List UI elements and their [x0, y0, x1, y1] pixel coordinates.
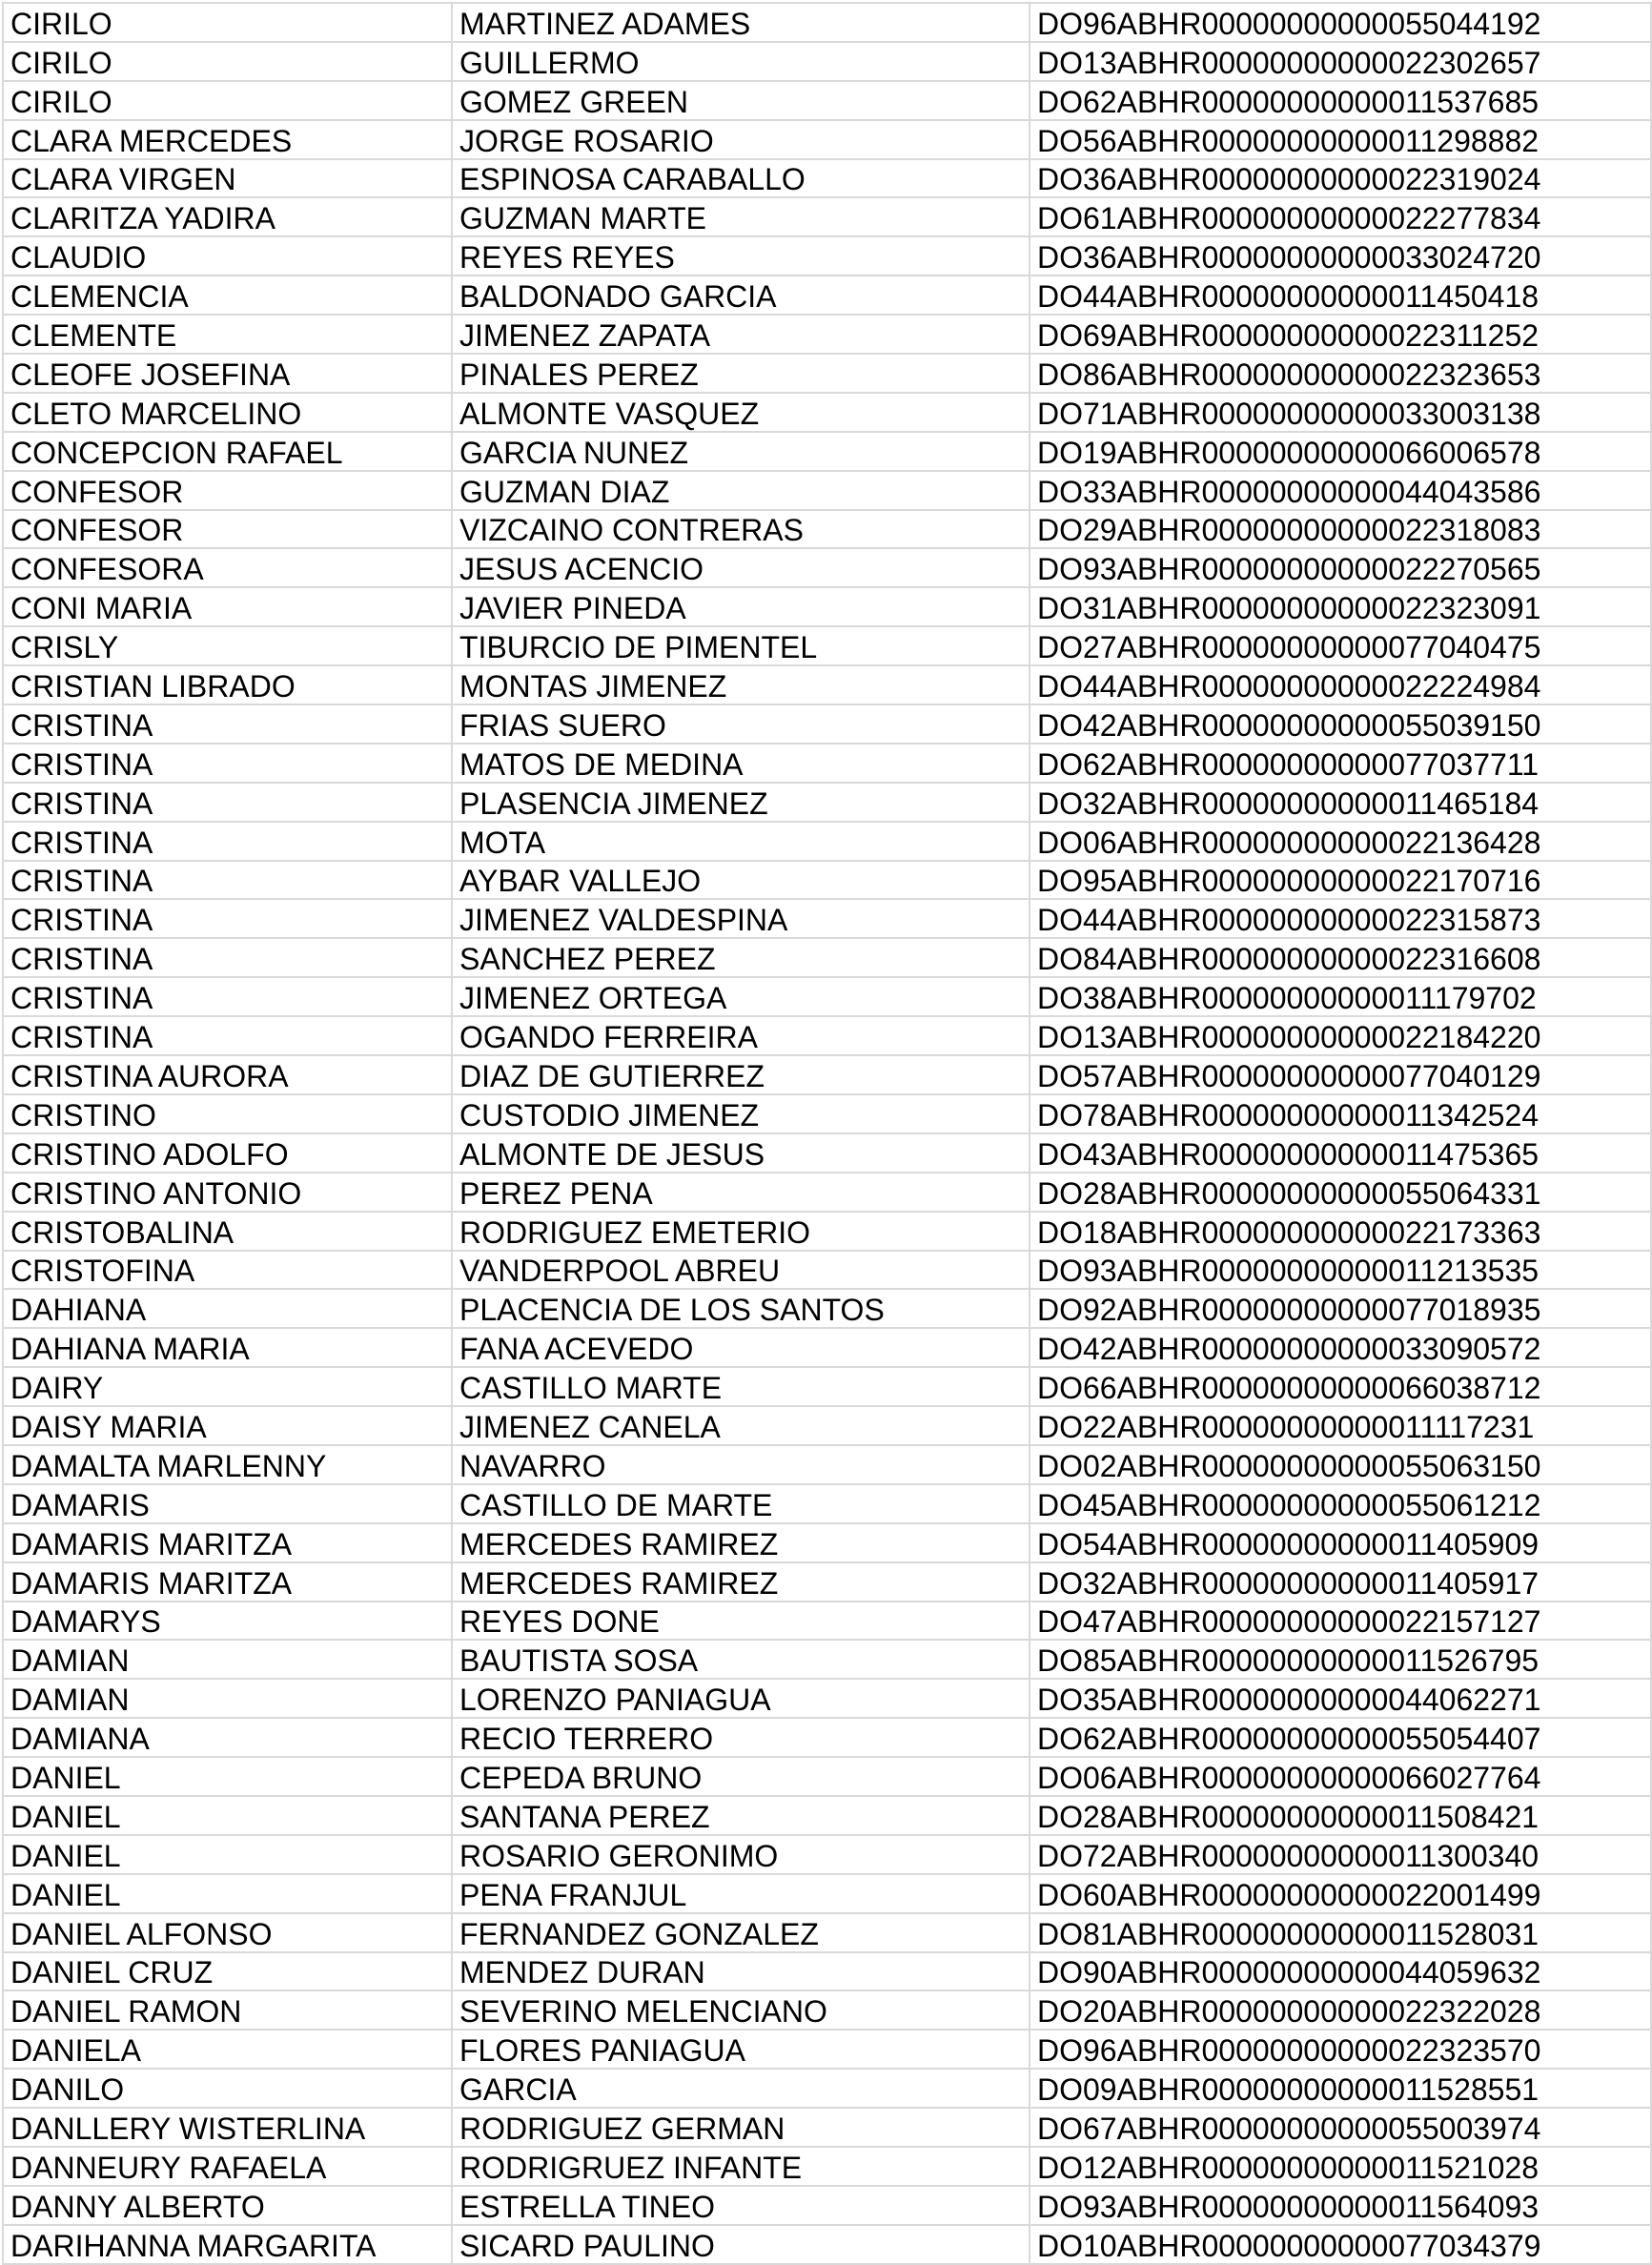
table-row	[3, 275, 1651, 315]
account-number-cell[interactable]: DO86ABHR00000000000022323653	[1030, 354, 1651, 393]
last-name-cell[interactable]: JIMENEZ VALDESPINA	[452, 899, 1030, 938]
first-name-cell[interactable]: DAMIAN	[3, 1640, 452, 1679]
first-name-cell[interactable]: DANIEL ALFONSO	[3, 1913, 452, 1952]
last-name-cell[interactable]: AYBAR VALLEJO	[452, 861, 1030, 900]
last-name-cell[interactable]: DIAZ DE GUTIERREZ	[452, 1055, 1030, 1094]
first-name-cell[interactable]: CRISLY	[3, 626, 452, 665]
account-number-cell[interactable]: DO19ABHR00000000000066006578	[1030, 432, 1651, 471]
table-row	[3, 548, 1651, 587]
last-name-cell[interactable]: GOMEZ GREEN	[452, 81, 1030, 120]
account-number-cell[interactable]: DO27ABHR00000000000077040475	[1030, 626, 1651, 665]
account-number-cell[interactable]: DO56ABHR00000000000011298882	[1030, 120, 1651, 159]
account-number-cell[interactable]: DO36ABHR00000000000033024720	[1030, 236, 1651, 275]
last-name-cell[interactable]: PEREZ PENA	[452, 1173, 1030, 1212]
last-name-cell[interactable]: CUSTODIO JIMENEZ	[452, 1094, 1030, 1133]
account-number-cell[interactable]: DO06ABHR00000000000022136428	[1030, 822, 1651, 861]
account-number-cell[interactable]: DO29ABHR00000000000022318083	[1030, 510, 1651, 549]
first-name-cell[interactable]: DARIHANNA MARGARITA	[3, 2225, 452, 2264]
table-row	[3, 1796, 1651, 1835]
table-row	[3, 744, 1651, 783]
first-name-cell[interactable]: CONCEPCION RAFAEL	[3, 432, 452, 471]
last-name-cell[interactable]: GUILLERMO	[452, 42, 1030, 81]
last-name-cell[interactable]: RODRIGRUEZ INFANTE	[452, 2147, 1030, 2186]
account-number-cell[interactable]: DO62ABHR00000000000055054407	[1030, 1718, 1651, 1757]
table-row	[3, 1835, 1651, 1874]
account-number-cell[interactable]: DO36ABHR00000000000022319024	[1030, 159, 1651, 198]
last-name-cell[interactable]: RECIO TERRERO	[452, 1718, 1030, 1757]
table-row	[3, 1016, 1651, 1055]
last-name-cell[interactable]: ALMONTE VASQUEZ	[452, 393, 1030, 432]
last-name-cell[interactable]: SANTANA PEREZ	[452, 1796, 1030, 1835]
account-number-cell[interactable]: DO78ABHR00000000000011342524	[1030, 1094, 1651, 1133]
last-name-cell[interactable]: MOTA	[452, 822, 1030, 861]
last-name-cell[interactable]: ESPINOSA CARABALLO	[452, 159, 1030, 198]
first-name-cell[interactable]: CRISTINO	[3, 1094, 452, 1133]
last-name-cell[interactable]: ALMONTE DE JESUS	[452, 1133, 1030, 1173]
account-number-cell[interactable]: DO32ABHR00000000000011405917	[1030, 1562, 1651, 1602]
table-row	[3, 1913, 1651, 1952]
table-row	[3, 2225, 1651, 2264]
first-name-cell[interactable]: CRISTINA	[3, 861, 452, 900]
accounts-table-body	[3, 3, 1651, 2264]
table-row	[3, 2108, 1651, 2147]
table-row	[3, 1289, 1651, 1328]
first-name-cell[interactable]: CRISTIAN LIBRADO	[3, 665, 452, 704]
account-number-cell[interactable]: DO44ABHR00000000000011450418	[1030, 275, 1651, 315]
table-row	[3, 2186, 1651, 2225]
last-name-cell[interactable]: SICARD PAULINO	[452, 2225, 1030, 2264]
table-row	[3, 1602, 1651, 1641]
first-name-cell[interactable]: DAMARIS MARITZA	[3, 1523, 452, 1562]
table-row	[3, 861, 1651, 900]
first-name-cell[interactable]: DAMARIS	[3, 1484, 452, 1523]
table-row	[3, 510, 1651, 549]
account-number-cell[interactable]: DO45ABHR00000000000055061212	[1030, 1484, 1651, 1523]
account-number-cell[interactable]: DO20ABHR00000000000022322028	[1030, 1990, 1651, 2030]
last-name-cell[interactable]: SEVERINO MELENCIANO	[452, 1990, 1030, 2030]
table-row	[3, 1757, 1651, 1796]
first-name-cell[interactable]: DAISY MARIA	[3, 1406, 452, 1445]
account-number-cell[interactable]: DO38ABHR00000000000011179702	[1030, 977, 1651, 1016]
first-name-cell[interactable]: DAHIANA	[3, 1289, 452, 1328]
table-row	[3, 315, 1651, 354]
table-row	[3, 471, 1651, 510]
last-name-cell[interactable]: JIMENEZ ORTEGA	[452, 977, 1030, 1016]
table-row	[3, 822, 1651, 861]
account-number-cell[interactable]: DO81ABHR00000000000011528031	[1030, 1913, 1651, 1952]
account-number-cell[interactable]: DO28ABHR00000000000011508421	[1030, 1796, 1651, 1835]
first-name-cell[interactable]: CRISTINA AURORA	[3, 1055, 452, 1094]
first-name-cell[interactable]: DANNEURY RAFAELA	[3, 2147, 452, 2186]
table-row	[3, 354, 1651, 393]
last-name-cell[interactable]: VANDERPOOL ABREU	[452, 1251, 1030, 1290]
last-name-cell[interactable]: RODRIGUEZ EMETERIO	[452, 1212, 1030, 1251]
account-number-cell[interactable]: DO09ABHR00000000000011528551	[1030, 2069, 1651, 2108]
account-number-cell[interactable]: DO28ABHR00000000000055064331	[1030, 1173, 1651, 1212]
first-name-cell[interactable]: CLAUDIO	[3, 236, 452, 275]
last-name-cell[interactable]: CASTILLO MARTE	[452, 1367, 1030, 1406]
table-row	[3, 1133, 1651, 1173]
last-name-cell[interactable]: FLORES PANIAGUA	[452, 2030, 1030, 2069]
last-name-cell[interactable]: MONTAS JIMENEZ	[452, 665, 1030, 704]
account-number-cell[interactable]: DO62ABHR00000000000077037711	[1030, 744, 1651, 783]
last-name-cell[interactable]: REYES DONE	[452, 1602, 1030, 1641]
table-row	[3, 81, 1651, 120]
table-row	[3, 1718, 1651, 1757]
account-number-cell[interactable]: DO32ABHR00000000000011465184	[1030, 783, 1651, 822]
table-row	[3, 197, 1651, 236]
first-name-cell[interactable]: DAMALTA MARLENNY	[3, 1445, 452, 1484]
table-row	[3, 1251, 1651, 1290]
account-number-cell[interactable]: DO69ABHR00000000000022311252	[1030, 315, 1651, 354]
table-row	[3, 159, 1651, 198]
last-name-cell[interactable]: GARCIA	[452, 2069, 1030, 2108]
first-name-cell[interactable]: CRISTINA	[3, 899, 452, 938]
table-row	[3, 1406, 1651, 1445]
account-number-cell[interactable]: DO35ABHR00000000000044062271	[1030, 1679, 1651, 1718]
account-number-cell[interactable]: DO10ABHR00000000000077034379	[1030, 2225, 1651, 2264]
account-number-cell[interactable]: DO85ABHR00000000000011526795	[1030, 1640, 1651, 1679]
account-number-cell[interactable]: DO42ABHR00000000000033090572	[1030, 1328, 1651, 1367]
last-name-cell[interactable]: PLACENCIA DE LOS SANTOS	[452, 1289, 1030, 1328]
account-number-cell[interactable]: DO13ABHR00000000000022302657	[1030, 42, 1651, 81]
account-number-cell[interactable]: DO96ABHR00000000000055044192	[1030, 3, 1651, 42]
first-name-cell[interactable]: CRISTINA	[3, 783, 452, 822]
table-row	[3, 1367, 1651, 1406]
first-name-cell[interactable]: CLETO MARCELINO	[3, 393, 452, 432]
first-name-cell[interactable]: DANIELA	[3, 2030, 452, 2069]
account-number-cell[interactable]: DO42ABHR00000000000055039150	[1030, 704, 1651, 744]
table-row	[3, 1523, 1651, 1562]
account-number-cell[interactable]: DO96ABHR00000000000022323570	[1030, 2030, 1651, 2069]
first-name-cell[interactable]: DAMARYS	[3, 1602, 452, 1641]
first-name-cell[interactable]: DANLLERY WISTERLINA	[3, 2108, 452, 2147]
table-row	[3, 938, 1651, 977]
table-row	[3, 1445, 1651, 1484]
first-name-cell[interactable]: DAMIAN	[3, 1679, 452, 1718]
account-number-cell[interactable]: DO95ABHR00000000000022170716	[1030, 861, 1651, 900]
last-name-cell[interactable]: GUZMAN DIAZ	[452, 471, 1030, 510]
table-row	[3, 665, 1651, 704]
table-row	[3, 3, 1651, 42]
table-row	[3, 432, 1651, 471]
table-row	[3, 626, 1651, 665]
table-row	[3, 1328, 1651, 1367]
account-number-cell[interactable]: DO06ABHR00000000000066027764	[1030, 1757, 1651, 1796]
last-name-cell[interactable]: LORENZO PANIAGUA	[452, 1679, 1030, 1718]
first-name-cell[interactable]: CRISTINA	[3, 704, 452, 744]
first-name-cell[interactable]: DANIEL RAMON	[3, 1990, 452, 2030]
table-row	[3, 393, 1651, 432]
accounts-table	[2, 2, 1652, 2265]
last-name-cell[interactable]: GARCIA NUNEZ	[452, 432, 1030, 471]
first-name-cell[interactable]: DANIEL	[3, 1796, 452, 1835]
first-name-cell[interactable]: CIRILO	[3, 3, 452, 42]
table-row	[3, 783, 1651, 822]
last-name-cell[interactable]: VIZCAINO CONTRERAS	[452, 510, 1030, 549]
account-number-cell[interactable]: DO54ABHR00000000000011405909	[1030, 1523, 1651, 1562]
first-name-cell[interactable]: CLARITZA YADIRA	[3, 197, 452, 236]
last-name-cell[interactable]: RODRIGUEZ GERMAN	[452, 2108, 1030, 2147]
table-row	[3, 1562, 1651, 1602]
last-name-cell[interactable]: PENA FRANJUL	[452, 1874, 1030, 1913]
first-name-cell[interactable]: DAHIANA MARIA	[3, 1328, 452, 1367]
first-name-cell[interactable]: CRISTINO ANTONIO	[3, 1173, 452, 1212]
table-row	[3, 2030, 1651, 2069]
account-number-cell[interactable]: DO43ABHR00000000000011475365	[1030, 1133, 1651, 1173]
account-number-cell[interactable]: DO71ABHR00000000000033003138	[1030, 393, 1651, 432]
account-number-cell[interactable]: DO12ABHR00000000000011521028	[1030, 2147, 1651, 2186]
first-name-cell[interactable]: CRISTINA	[3, 938, 452, 977]
account-number-cell[interactable]: DO93ABHR00000000000011213535	[1030, 1251, 1651, 1290]
last-name-cell[interactable]: NAVARRO	[452, 1445, 1030, 1484]
last-name-cell[interactable]: MATOS DE MEDINA	[452, 744, 1030, 783]
last-name-cell[interactable]: FANA ACEVEDO	[452, 1328, 1030, 1367]
table-row	[3, 1173, 1651, 1212]
first-name-cell[interactable]: CONI MARIA	[3, 587, 452, 626]
last-name-cell[interactable]: CASTILLO DE MARTE	[452, 1484, 1030, 1523]
first-name-cell[interactable]: CRISTOBALINA	[3, 1212, 452, 1251]
table-row	[3, 2069, 1651, 2108]
last-name-cell[interactable]: MENDEZ DURAN	[452, 1952, 1030, 1991]
account-number-cell[interactable]: DO84ABHR00000000000022316608	[1030, 938, 1651, 977]
last-name-cell[interactable]: PLASENCIA JIMENEZ	[452, 783, 1030, 822]
table-row	[3, 1055, 1651, 1094]
account-number-cell[interactable]: DO93ABHR00000000000022270565	[1030, 548, 1651, 587]
table-row	[3, 899, 1651, 938]
last-name-cell[interactable]: CEPEDA BRUNO	[452, 1757, 1030, 1796]
account-number-cell[interactable]: DO02ABHR00000000000055063150	[1030, 1445, 1651, 1484]
account-number-cell[interactable]: DO66ABHR00000000000066038712	[1030, 1367, 1651, 1406]
first-name-cell[interactable]: CRISTOFINA	[3, 1251, 452, 1290]
first-name-cell[interactable]: CLEOFE JOSEFINA	[3, 354, 452, 393]
last-name-cell[interactable]: JIMENEZ ZAPATA	[452, 315, 1030, 354]
table-row	[3, 1990, 1651, 2030]
table-row	[3, 1952, 1651, 1991]
account-number-cell[interactable]: DO61ABHR00000000000022277834	[1030, 197, 1651, 236]
last-name-cell[interactable]: OGANDO FERREIRA	[452, 1016, 1030, 1055]
last-name-cell[interactable]: ROSARIO GERONIMO	[452, 1835, 1030, 1874]
first-name-cell[interactable]: CRISTINA	[3, 822, 452, 861]
first-name-cell[interactable]: CIRILO	[3, 81, 452, 120]
first-name-cell[interactable]: DANIEL	[3, 1757, 452, 1796]
first-name-cell[interactable]: DANNY ALBERTO	[3, 2186, 452, 2225]
first-name-cell[interactable]: CRISTINA	[3, 744, 452, 783]
table-row	[3, 1094, 1651, 1133]
table-row	[3, 1874, 1651, 1913]
last-name-cell[interactable]: JIMENEZ CANELA	[452, 1406, 1030, 1445]
first-name-cell[interactable]: CRISTINA	[3, 1016, 452, 1055]
first-name-cell[interactable]: DAMIANA	[3, 1718, 452, 1757]
table-row	[3, 977, 1651, 1016]
account-number-cell[interactable]: DO93ABHR00000000000011564093	[1030, 2186, 1651, 2225]
first-name-cell[interactable]: DANIEL	[3, 1874, 452, 1913]
first-name-cell[interactable]: CLARA MERCEDES	[3, 120, 452, 159]
table-row	[3, 1484, 1651, 1523]
account-number-cell[interactable]: DO47ABHR00000000000022157127	[1030, 1602, 1651, 1641]
last-name-cell[interactable]: MERCEDES RAMIREZ	[452, 1523, 1030, 1562]
last-name-cell[interactable]: JORGE ROSARIO	[452, 120, 1030, 159]
table-row	[3, 587, 1651, 626]
first-name-cell[interactable]: CRISTINO ADOLFO	[3, 1133, 452, 1173]
table-row	[3, 1640, 1651, 1679]
last-name-cell[interactable]: MERCEDES RAMIREZ	[452, 1562, 1030, 1602]
last-name-cell[interactable]: MARTINEZ ADAMES	[452, 3, 1030, 42]
first-name-cell[interactable]: DAIRY	[3, 1367, 452, 1406]
last-name-cell[interactable]: JESUS ACENCIO	[452, 548, 1030, 587]
last-name-cell[interactable]: REYES REYES	[452, 236, 1030, 275]
account-number-cell[interactable]: DO33ABHR00000000000044043586	[1030, 471, 1651, 510]
account-number-cell[interactable]: DO90ABHR00000000000044059632	[1030, 1952, 1651, 1991]
last-name-cell[interactable]: TIBURCIO DE PIMENTEL	[452, 626, 1030, 665]
table-row	[3, 1679, 1651, 1718]
first-name-cell[interactable]: CLARA VIRGEN	[3, 159, 452, 198]
account-number-cell[interactable]: DO22ABHR00000000000011117231	[1030, 1406, 1651, 1445]
last-name-cell[interactable]: SANCHEZ PEREZ	[452, 938, 1030, 977]
table-row	[3, 704, 1651, 744]
first-name-cell[interactable]: DANILO	[3, 2069, 452, 2108]
first-name-cell[interactable]: CRISTINA	[3, 977, 452, 1016]
last-name-cell[interactable]: BAUTISTA SOSA	[452, 1640, 1030, 1679]
table-row	[3, 42, 1651, 81]
table-row	[3, 120, 1651, 159]
account-number-cell[interactable]: DO67ABHR00000000000055003974	[1030, 2108, 1651, 2147]
first-name-cell[interactable]: CONFESOR	[3, 510, 452, 549]
first-name-cell[interactable]: DANIEL	[3, 1835, 452, 1874]
last-name-cell[interactable]: ESTRELLA TINEO	[452, 2186, 1030, 2225]
account-number-cell[interactable]: DO60ABHR00000000000022001499	[1030, 1874, 1651, 1913]
account-number-cell[interactable]: DO62ABHR00000000000011537685	[1030, 81, 1651, 120]
first-name-cell[interactable]: CLEMENTE	[3, 315, 452, 354]
first-name-cell[interactable]: CLEMENCIA	[3, 275, 452, 315]
account-number-cell[interactable]: DO92ABHR00000000000077018935	[1030, 1289, 1651, 1328]
last-name-cell[interactable]: JAVIER PINEDA	[452, 587, 1030, 626]
last-name-cell[interactable]: PINALES PEREZ	[452, 354, 1030, 393]
account-number-cell[interactable]: DO13ABHR00000000000022184220	[1030, 1016, 1651, 1055]
first-name-cell[interactable]: DANIEL CRUZ	[3, 1952, 452, 1991]
first-name-cell[interactable]: DAMARIS MARITZA	[3, 1562, 452, 1602]
table-row	[3, 1212, 1651, 1251]
account-number-cell[interactable]: DO72ABHR00000000000011300340	[1030, 1835, 1651, 1874]
account-number-cell[interactable]: DO31ABHR00000000000022323091	[1030, 587, 1651, 626]
account-number-cell[interactable]: DO18ABHR00000000000022173363	[1030, 1212, 1651, 1251]
last-name-cell[interactable]: BALDONADO GARCIA	[452, 275, 1030, 315]
last-name-cell[interactable]: GUZMAN MARTE	[452, 197, 1030, 236]
last-name-cell[interactable]: FERNANDEZ GONZALEZ	[452, 1913, 1030, 1952]
last-name-cell[interactable]: FRIAS SUERO	[452, 704, 1030, 744]
first-name-cell[interactable]: CONFESOR	[3, 471, 452, 510]
first-name-cell[interactable]: CONFESORA	[3, 548, 452, 587]
first-name-cell[interactable]: CIRILO	[3, 42, 452, 81]
account-number-cell[interactable]: DO44ABHR00000000000022315873	[1030, 899, 1651, 938]
account-number-cell[interactable]: DO44ABHR00000000000022224984	[1030, 665, 1651, 704]
account-number-cell[interactable]: DO57ABHR00000000000077040129	[1030, 1055, 1651, 1094]
table-row	[3, 2147, 1651, 2186]
table-row	[3, 236, 1651, 275]
